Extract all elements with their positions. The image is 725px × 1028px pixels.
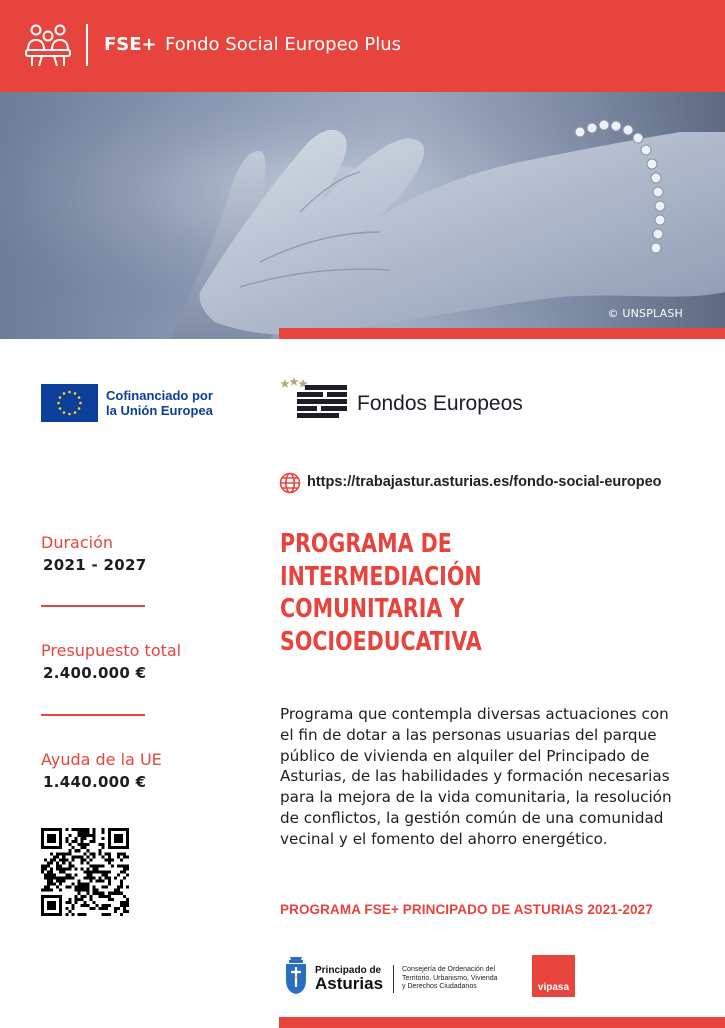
header-brand: FSE+ bbox=[104, 34, 157, 55]
budget-label: Presupuesto total bbox=[41, 641, 182, 660]
description-line: el fin de dotar a las personas usuarias del parque bbox=[280, 725, 657, 744]
duration-value: 2021 - 2027 bbox=[43, 556, 147, 574]
description-line: de conflictos, la gestión común de una comunidad bbox=[280, 808, 664, 827]
eu-flag-icon bbox=[41, 384, 98, 422]
description-line: para la mejora de la vida comunitaria, la resolución bbox=[280, 788, 672, 807]
divider-1 bbox=[41, 605, 145, 607]
title-line: COMUNITARIA Y bbox=[280, 594, 465, 624]
fondos-europeos-logo-icon bbox=[279, 377, 349, 423]
consejeria-line: Consejería de Ordenación del bbox=[402, 966, 496, 973]
description-line: vecinal y el fomento del ahorro energético. bbox=[280, 829, 608, 848]
asturias-label: Asturias bbox=[315, 974, 384, 993]
header-title: Fondo Social Europeo Plus bbox=[165, 34, 402, 55]
eu-aid-label: Ayuda de la UE bbox=[41, 750, 162, 769]
description-line: Asturias, de las habilidades y formación necesarias bbox=[280, 767, 670, 786]
description-line: Programa que contempla diversas actuaciones con bbox=[280, 705, 669, 723]
consejeria-text bbox=[402, 966, 517, 992]
header-divider bbox=[86, 24, 88, 66]
hands-photo bbox=[0, 92, 725, 339]
duration-label: Duración bbox=[41, 533, 114, 552]
program-title bbox=[280, 528, 650, 658]
consejeria-line: y Derechos Ciudadanos bbox=[402, 983, 477, 990]
divider-2 bbox=[41, 714, 145, 716]
eu-line-1: Cofinanciado por bbox=[106, 388, 213, 403]
accent-bar-top bbox=[279, 328, 725, 339]
eu-line-2: la Unión Europea bbox=[106, 403, 213, 418]
program-footer-text: PROGRAMA FSE+ PRINCIPADO DE ASTURIAS 2021-2027 bbox=[280, 902, 653, 917]
principado-label: Principado de bbox=[315, 965, 382, 976]
eu-cofinanced-text bbox=[106, 388, 236, 418]
description-line: público de vivienda en alquiler del Principado de bbox=[280, 746, 650, 765]
program-url-link[interactable]: https://trabajastur.asturias.es/fondo-social-europeo bbox=[307, 474, 662, 490]
title-line: INTERMEDIACIÓN bbox=[280, 561, 482, 592]
qr-code-icon[interactable] bbox=[41, 828, 129, 916]
title-line: PROGRAMA DE bbox=[280, 529, 452, 559]
program-description bbox=[280, 704, 700, 850]
vipasa-logo bbox=[532, 955, 575, 997]
eu-aid-value: 1.440.000 € bbox=[43, 773, 147, 791]
title-line: SOCIOEDUCATIVA bbox=[280, 626, 482, 657]
budget-value: 2.400.000 € bbox=[43, 664, 147, 682]
vipasa-label: vipasa bbox=[537, 982, 570, 993]
globe-icon bbox=[279, 472, 301, 494]
photo-credit: © UNSPLASH bbox=[607, 307, 683, 320]
consejeria-line: Territorio, Urbanismo, Vivienda bbox=[402, 974, 498, 982]
people-meeting-icon bbox=[24, 22, 72, 68]
fondos-europeos-label: Fondos Europeos bbox=[357, 392, 523, 415]
asturias-crest-icon bbox=[284, 955, 308, 995]
accent-bar-bottom bbox=[279, 1017, 725, 1028]
logo-divider bbox=[393, 965, 394, 993]
